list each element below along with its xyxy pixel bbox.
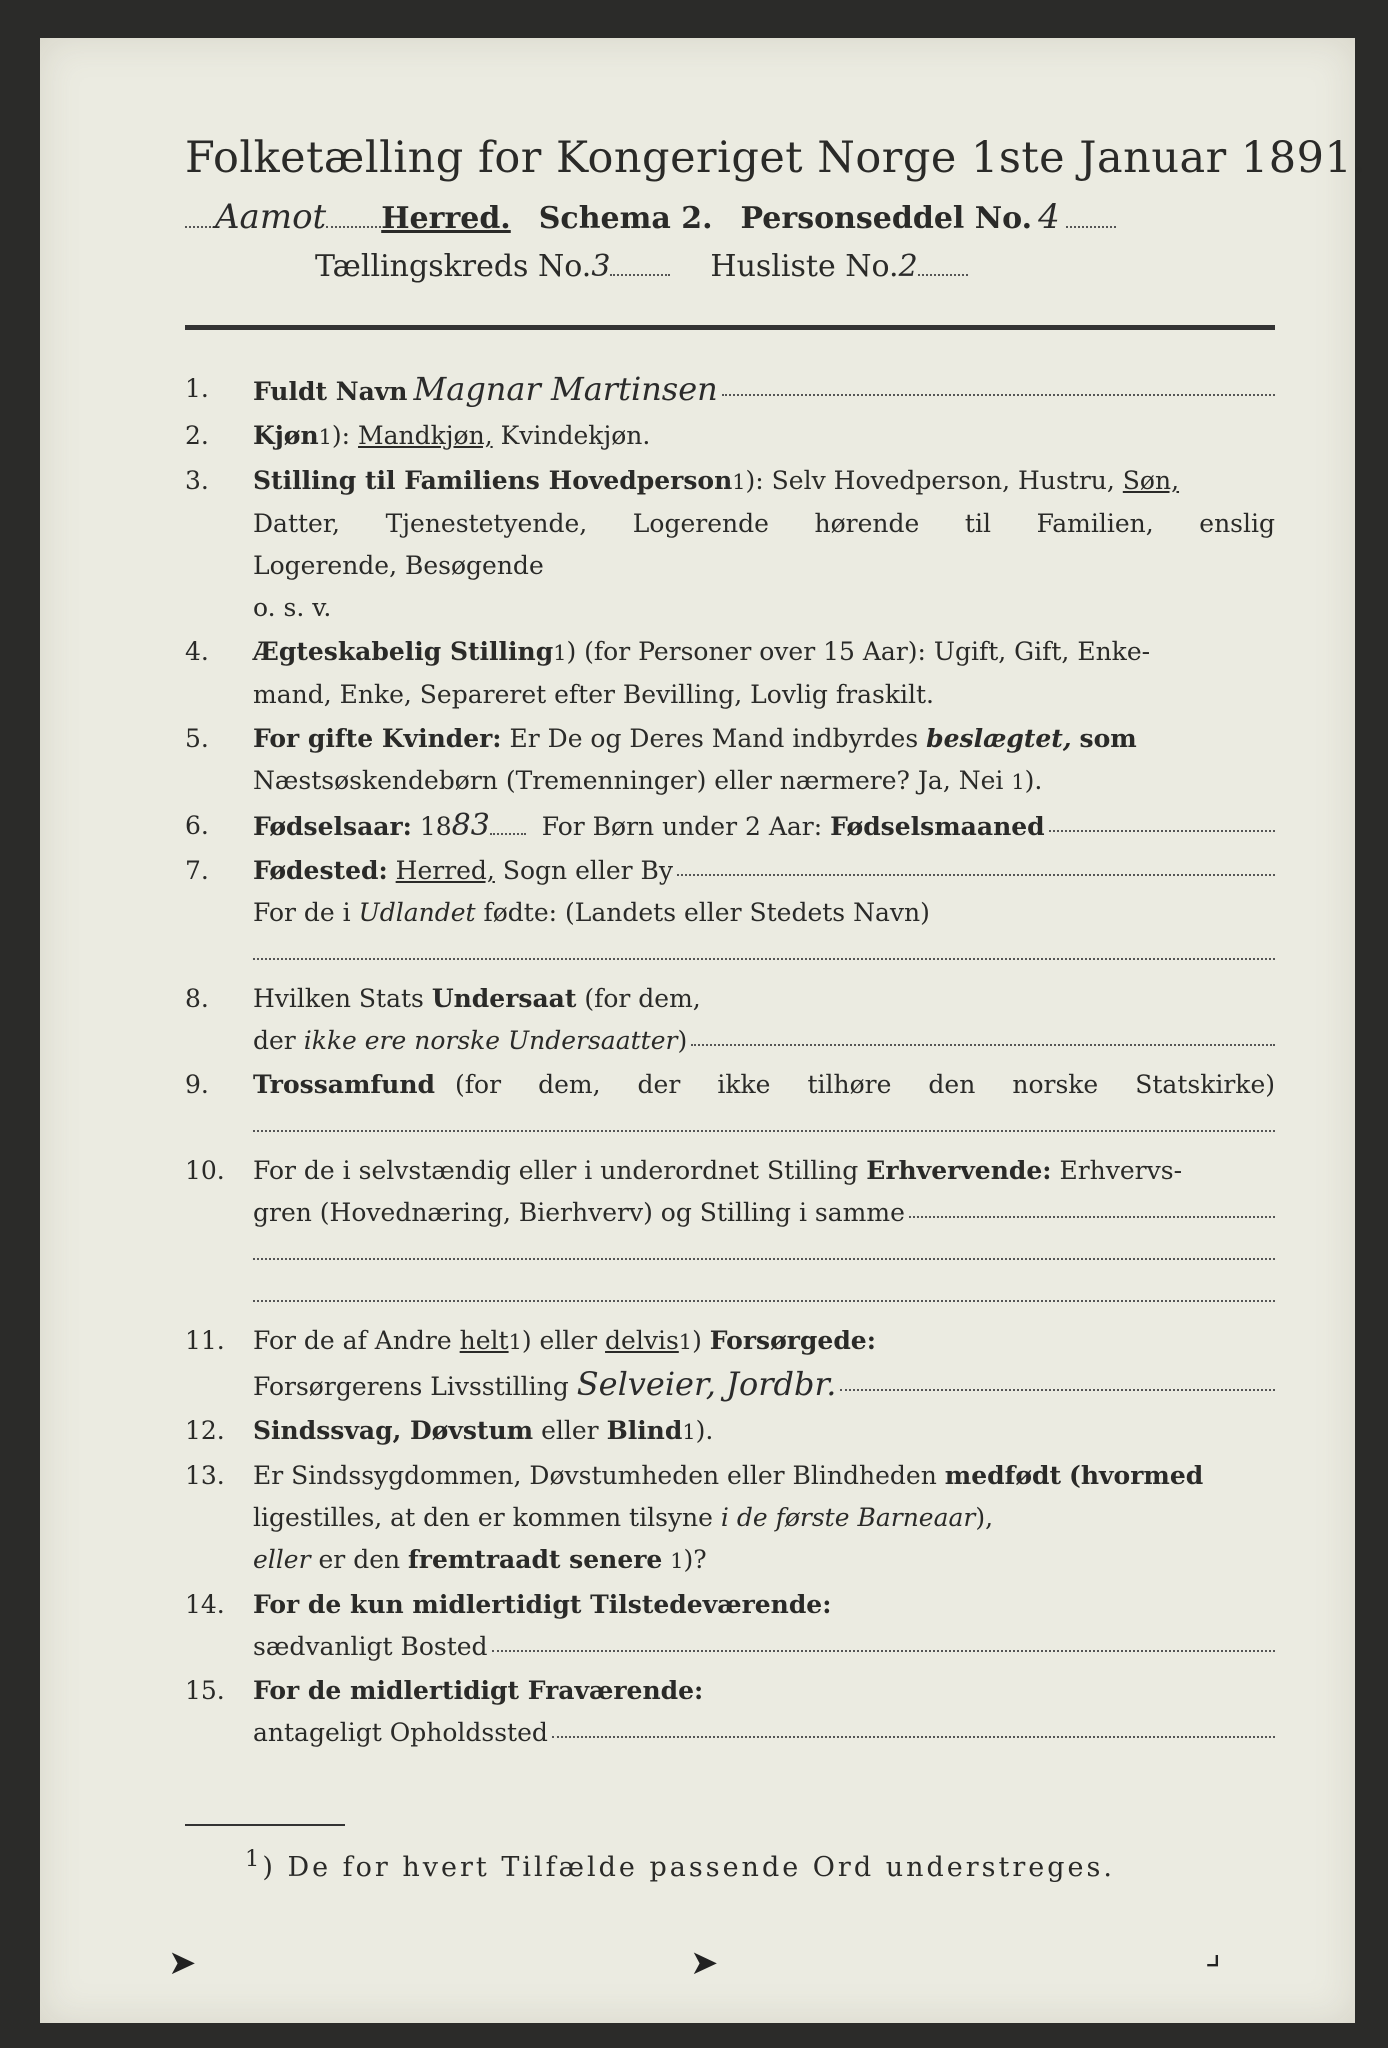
footnote: $^1$) De for hvert Tilfælde passende Ord understreges. <box>245 1846 1115 1883</box>
birth-year-handwritten: 83 <box>451 808 490 843</box>
header-row-herred <box>185 197 1275 249</box>
husliste-label: Husliste No. <box>710 249 899 284</box>
son-option: Søn, <box>1122 466 1180 495</box>
item-7-birthplace: 7. Fødested: Herred, Sogn eller By For de i Udlandet fødte: (Landets eller Stedets Navn) <box>185 850 1275 976</box>
item-13-congenital: 13. Er Sindssygdommen, Døvstumheden eller Blindheden medfødt (hvormed ligestilles, at den er kommen tilsyne i de første Barneaar ), eller er den fremtraadt senere 1 )? <box>185 1461 1204 1574</box>
item-11-supported: 11. For de af Andre helt 1 ) eller delvis 1 ) Forsørgede: Forsørgerens Livsstilling Selveier, Jordbr. <box>185 1320 1275 1408</box>
header-divider <box>185 325 1275 330</box>
sex-male-option: Mandkjøn, <box>358 421 493 450</box>
item-14-temporarily-present: 14. For de kun midlertidigt Tilstedeværende: sædvanligt Bosted <box>185 1584 1275 1668</box>
center-mark-icon: ➤ <box>690 1943 719 1983</box>
kreds-number: 3 <box>591 249 611 284</box>
personseddel-label: Personseddel No. <box>740 201 1033 236</box>
kreds-label: Tællingskreds No. <box>315 249 592 284</box>
birthplace-herred-option: Herred, <box>395 856 495 885</box>
item-3-family-position: 3. Stilling til Familiens Hovedperson 1 ): Selv Hovedperson, Hustru, Søn, Datter, Tjenestetyende, Logerende hørende til Familien, enslig Logerende, Besøgende o. s. v. <box>185 460 1275 629</box>
form-content <box>185 133 1367 1883</box>
item-4-marital-status: 4. Ægteskabelig Stilling 1 ) (for Personer over 15 Aar): Ugift, Gift, Enke- mand, Enke, Separeret efter Bevilling, Lovlig fraskilt. <box>185 637 1151 709</box>
herred-handwritten: Aamot <box>215 197 327 237</box>
footnote-divider <box>185 1824 345 1826</box>
census-form-sheet <box>40 38 1367 2023</box>
item-15-temporarily-absent: 15. For de midlertidigt Fraværende: antageligt Opholdssted <box>185 1670 1275 1754</box>
corner-mark-icon: ⌟ <box>1205 1933 1221 1973</box>
form-title: Folketælling for Kongeriget Norge 1ste Januar 1891. <box>185 133 1367 183</box>
item-8-citizenship: 8. Hvilken Stats Undersaat (for dem, der ikke ere norske Undersaatter ) <box>185 978 1275 1062</box>
personseddel-number: 4 <box>1038 197 1060 237</box>
item-9-religion: 9. Trossamfund (for dem, der ikke tilhøre den norske Statskirke) <box>185 1064 1275 1148</box>
item-12-disability: 12. Sindssvag, Døvstum eller Blind 1 ). <box>185 1416 714 1445</box>
full-name-handwritten: Magnar Martinsen <box>413 370 718 408</box>
husliste-number: 2 <box>898 249 918 284</box>
corner-mark-icon: ➤ <box>168 1943 197 1983</box>
item-1-name: 1. Fuldt Navn Magnar Martinsen <box>185 368 1275 413</box>
item-10-occupation: 10. For de i selvstændig eller i underordnet Stilling Erhvervende: Erhvervs- gren (Hovednæring, Bierhverv) og Stilling i samme <box>185 1150 1275 1318</box>
supported-helt-option: helt <box>459 1326 509 1355</box>
header-row-kreds <box>185 249 1275 305</box>
provider-occupation-handwritten: Selveier, Jordbr. <box>576 1365 837 1403</box>
item-5-married-women: 5. For gifte Kvinder: Er De og Deres Mand indbyrdes beslægtet, som Næstsøskendebørn (Tremenninger) eller nærmere? Ja, Nei 1 ). <box>185 724 1137 795</box>
herred-label: Herred. <box>381 201 511 236</box>
sex-female-option: Kvindekjøn. <box>500 421 651 450</box>
schema-label: Schema 2. <box>538 201 713 236</box>
item-6-birth-year: 6. Fødselsaar: 18 83 For Børn under 2 Aar: Fødselsmaaned <box>185 805 1275 848</box>
item-2-sex: 2. Kjøn 1 ): Mandkjøn, Kvindekjøn. <box>185 415 1275 458</box>
